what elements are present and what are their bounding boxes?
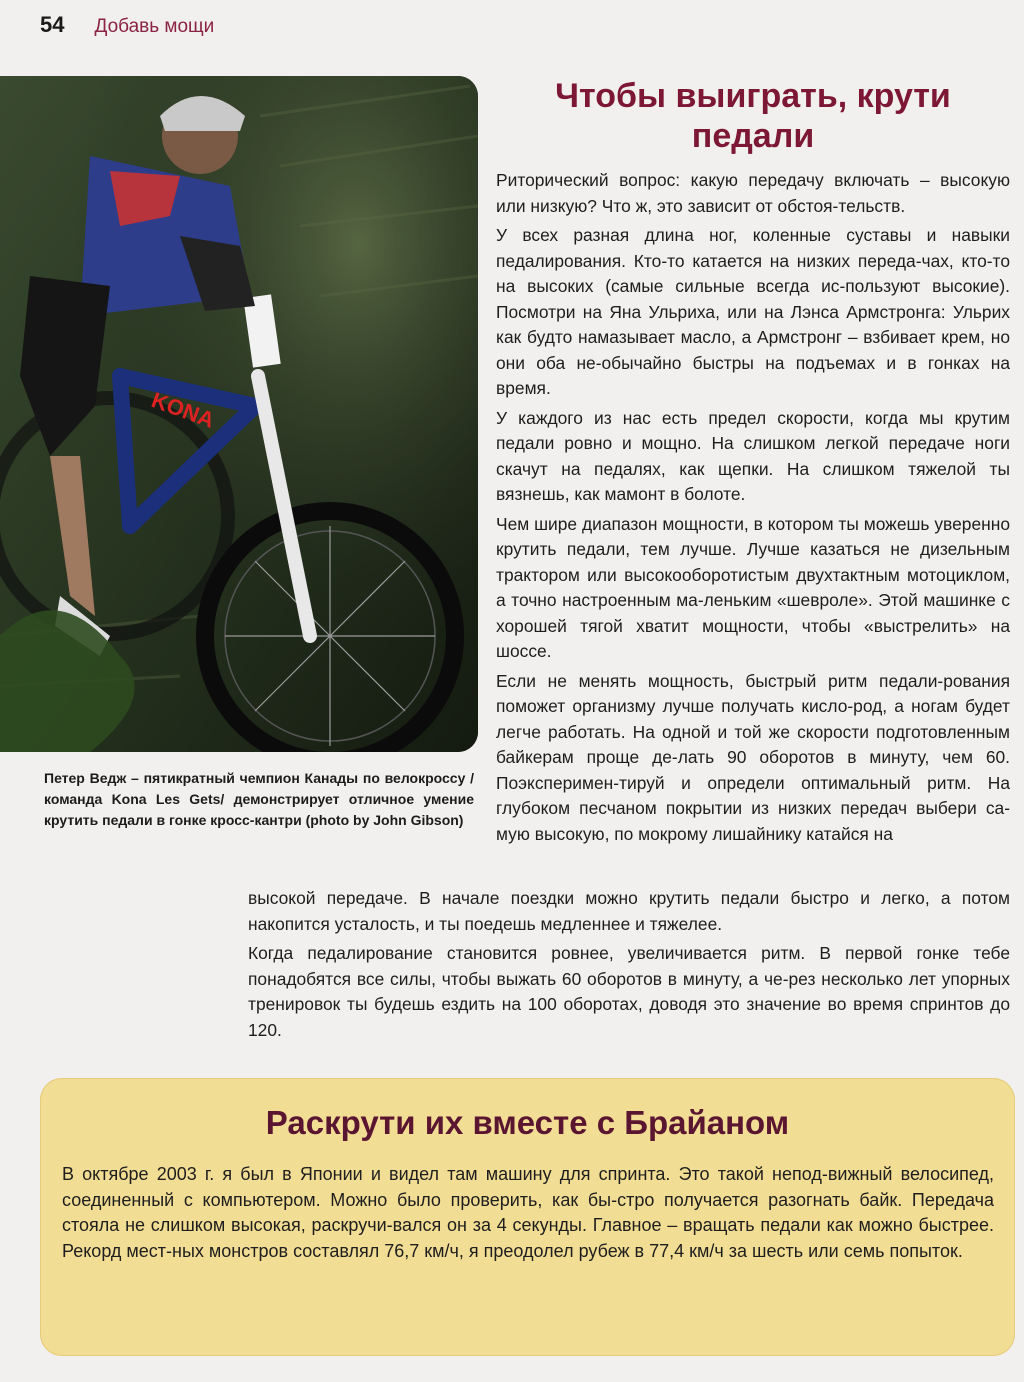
paragraph-4: Чем шире диапазон мощности, в котором ты можешь уверенно крутить педали, тем лучше. Лучше казаться не дизельным трактором или высокооборотистым двухтактным мотоциклом, а точно настроенным ма-леньким «шевроле». Этой машинке с хорошей тягой хватит мощности, чтобы «выстрелить» на шоссе. bbox=[496, 513, 1010, 661]
paragraph-1: Риторический вопрос: какую передачу включать – высокую или низкую? Что ж, это зависит от обстоя-тельств. bbox=[496, 170, 1010, 216]
paragraph-5-continued: высокой передаче. В начале поездки можно крутить педали быстро и легко, а потом накопится усталость, и ты поедешь медленнее и тяжелее. bbox=[248, 888, 1010, 934]
paragraph-2: У всех разная длина ног, коленные суставы и навыки педалирования. Кто-то катается на низких переда-чах, кто-то на высоких (самые сильные всегда ис-пользуют высокие). Посмотри на Яна Ульриха, или на Лэнса Армстронга: Ульрих как будто намазывает масло, а Армстронг – взбивает крем, но они оба не-обычайно быстры на подъемах и в гонках на время. bbox=[496, 225, 1010, 398]
sidebar-box-title: Раскрути их вместе с Брайаном bbox=[265, 1104, 790, 1141]
paragraph-5: Если не менять мощность, быстрый ритм педали-рования поможет организму лучше получать кисло-род, а ногам будет легче работать. На одной и той же скорости подготовленным байкерам проще де-лать 90 оборотов в минуту, чем 60. Поэксперимен-тируй и определи оптимальный ритм. На глубоком песчаном покрытии из низких передач выбери са-мую высокую, по мокрому лишайнику катайся на bbox=[496, 670, 1010, 844]
article-title-line1: Чтобы выиграть, крути bbox=[555, 77, 951, 115]
sidebar-box-text: В октябре 2003 г. я был в Японии и видел там машину для спринта. Это такой непод-вижный велосипед, соединенный с компьютером. Можно было проверить, как бы-стро получается разогнать байк. Передача стояла не слишком высокая, раскручи-вался он за 4 секунды. Главное – вращать педали как можно быстрее. Рекорд мест-ных монстров составлял 76,7 км/ч, я преодолел рубеж в 77,4 км/ч за шесть или семь попыток. bbox=[62, 1164, 994, 1261]
svg-text:KONA: KONA bbox=[148, 387, 218, 433]
sidebar-box bbox=[40, 1078, 1015, 1356]
page-number: 54 bbox=[40, 12, 65, 37]
article-title bbox=[496, 76, 1010, 156]
photo-illustration bbox=[0, 76, 478, 752]
article-wide-column bbox=[248, 886, 1010, 1047]
paragraph-6: Когда педалирование становится ровнее, увеличивается ритм. В первой гонке тебе понадобятся все силы, чтобы выжать 60 оборотов в минуту, а че-рез несколько лет упорных тренировок ты будешь ездить на 100 оборотах, доводя это значение во время спринтов до 120. bbox=[248, 943, 1010, 1040]
page-header bbox=[40, 12, 214, 42]
section-title: Добавь мощи bbox=[94, 16, 215, 37]
article-column bbox=[496, 168, 1010, 851]
photo-caption: Петер Ведж – пятикратный чемпион Канады по велокроссу /команда Kona Les Gets/ демонстрирует отличное умение крутить педали в гонке кросс-кантри (photo by John Gibson) bbox=[44, 770, 474, 828]
paragraph-3: У каждого из нас есть предел скорости, когда мы крутим педали ровно и мощно. На слишком легкой передаче ноги скачут на педалях, как щепки. На слишком тяжелой ты вязнешь, как мамонт в болоте. bbox=[496, 407, 1010, 504]
mountain-biker-photo bbox=[0, 76, 478, 752]
article-title-line2: педали bbox=[691, 117, 815, 155]
